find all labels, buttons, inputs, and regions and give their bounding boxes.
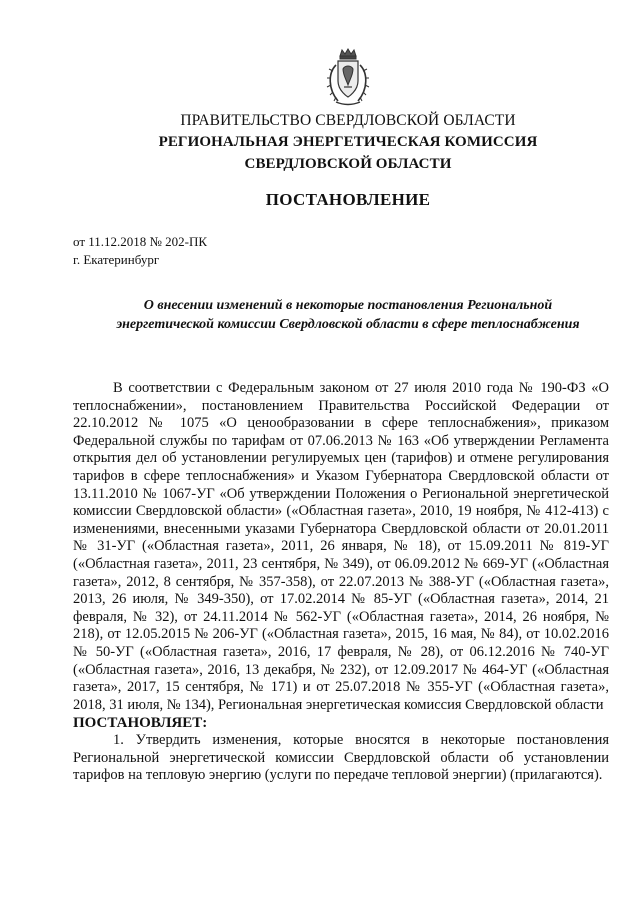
- document-title: ПОСТАНОВЛЕНИЕ: [265, 190, 431, 209]
- resolves-heading: ПОСТАНОВЛЯЕТ:: [73, 715, 208, 732]
- document-body: [73, 380, 609, 785]
- commission-name-line1: РЕГИОНАЛЬНАЯ ЭНЕРГЕТИЧЕСКАЯ КОМИССИЯ: [158, 134, 538, 150]
- date-number: от 11.12.2018 № 202-ПК: [73, 234, 208, 249]
- document-meta: [73, 233, 207, 269]
- coat-of-arms-icon: [322, 47, 374, 109]
- government-name: ПРАВИТЕЛЬСТВО СВЕРДЛОВСКОЙ ОБЛАСТИ: [180, 112, 516, 129]
- document-subject: О внесении изменений в некоторые постановления Региональной энергетической комиссии Свердловской области в сфере теплоснабжения: [116, 298, 580, 332]
- preamble-paragraph: В соответствии с Федеральным законом от 27 июля 2010 года № 190-ФЗ «О теплоснабжении», постановлением Правительства Российской Федерации от 22.10.2012 № 1075 «О ценообразовании в сфере теплоснабжения», приказом Федеральной службы по тарифам от 07.06.2013 № 163 «Об утверждении Регламента открытия дел об установлении регулируемых цен (тарифов) и отмене регулирования тарифов в сфере теплоснабжения» и Указом Губернатора Свердловской области от 13.11.2010 № 1067-УГ «Об утверждении Положения о Региональной энергетической комиссии Свердловской области» («Областная газета», 2010, 19 ноября, № 412-413) с изменениями, внесенными указами Губернатора Свердловской области от 20.01.2011 № 31-УГ («Областная газета», 2011, 26 января, № 18), от 15.09.2011 № 819-УГ («Областная газета», 2011, 23 сентября, № 349), от 06.09.2012 № 669-УГ («Областная газета», 2012, 8 сентября, № 357-358), от 22.07.2013 № 388-УГ («Областная газета», 2013, 26 июля, № 349-350), от 17.02.2014 № 85-УГ («Областная газета», 2014, 21 февраля, № 32), от 24.11.2014 № 562-УГ («Областная газета», 2014, 26 ноября, № 218), от 12.05.2015 № 206-УГ («Областная газета», 2015, 16 мая, № 84), от 10.02.2016 № 50-УГ («Областная газета», 2016, 17 февраля, № 28), от 06.12.2016 № 740-УГ («Областная газета», 2016, 13 декабря, № 232), от 12.09.2017 № 464-УГ («Областная газета», 2017, 15 сентября, № 171) и от 25.07.2018 № 355-УГ («Областная газета», 2018, 31 июля, № 134), Региональная энергетическая комиссия Свердловской области: [73, 380, 609, 713]
- letterhead: [120, 110, 576, 175]
- commission-name-line2: СВЕРДЛОВСКОЙ ОБЛАСТИ: [244, 156, 452, 172]
- city: г. Екатеринбург: [73, 252, 160, 267]
- item-1-paragraph: 1. Утвердить изменения, которые вносятся в некоторые постановления Региональной энергетической комиссии Свердловской области об установлении тарифов на тепловую энергию (услуги по передаче тепловой энергии) (прилагаются).: [73, 732, 609, 784]
